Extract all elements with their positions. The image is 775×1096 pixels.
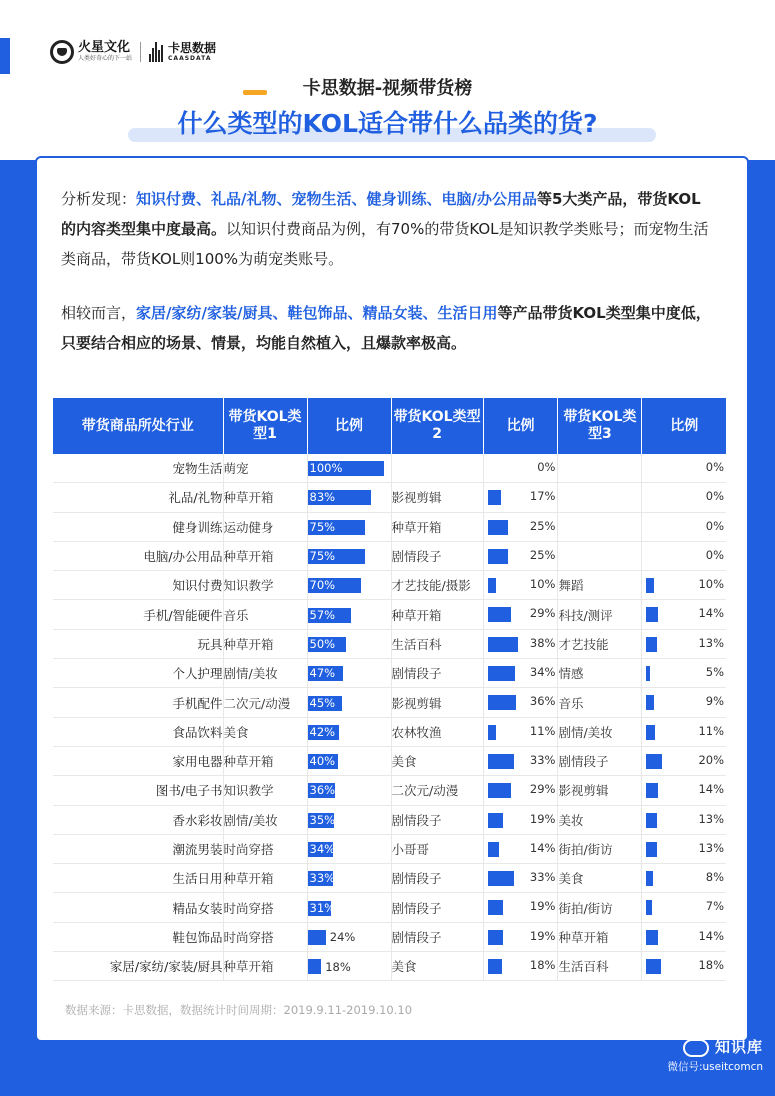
kol-type3-cell: 生活百科	[558, 952, 642, 981]
ratio1-bar: 75%	[308, 549, 365, 564]
wechat-icon	[683, 1039, 709, 1057]
industry-cell: 食品饮料	[53, 717, 223, 746]
ratio3-cell	[642, 483, 726, 512]
ratio3-cell	[642, 512, 726, 541]
para1-lead: 分析发现：	[61, 190, 137, 208]
ratio2-cell	[483, 600, 558, 629]
kol-type3-cell	[558, 454, 642, 483]
watermark	[667, 1036, 763, 1074]
table-row	[53, 776, 726, 805]
ratio1-cell	[307, 541, 391, 570]
table-body	[53, 454, 726, 981]
ratio2-bar	[488, 695, 517, 710]
industry-cell: 礼品/礼物	[53, 483, 223, 512]
table-row	[53, 922, 726, 951]
ratio2-label: 36%	[529, 694, 556, 709]
ratio1-label: 18%	[325, 959, 351, 974]
kol-type1-cell: 种草开箱	[223, 952, 307, 981]
kol-type1-cell: 运动健身	[223, 512, 307, 541]
ratio1-bar: 31%	[309, 900, 336, 915]
ratio3-cell	[642, 659, 726, 688]
para2-lead: 相较而言，	[61, 304, 137, 322]
ratio2-cell	[483, 776, 558, 805]
ratio2-label: 34%	[529, 665, 556, 680]
ratio1-bar: 57%	[308, 608, 351, 623]
kol-type1-cell: 剧情/美妆	[223, 659, 307, 688]
industry-cell: 玩具	[53, 629, 223, 658]
ratio3-cell	[642, 541, 726, 570]
table-row	[53, 893, 726, 922]
ratio2-cell	[483, 454, 558, 483]
ratio2-label: 18%	[529, 958, 556, 973]
kol-type2-cell: 剧情段子	[391, 864, 483, 893]
kol-type1-cell: 萌宠	[223, 454, 307, 483]
ratio2-bar	[488, 490, 502, 505]
mars-logo-icon	[50, 40, 74, 64]
ratio2-cell	[483, 688, 558, 717]
ratio3-bar	[646, 900, 652, 915]
ratio2-cell	[483, 483, 558, 512]
para1-highlight: 知识付费、礼品/礼物、宠物生活、健身训练、电脑/办公用品	[136, 190, 537, 208]
kol-type3-cell	[558, 483, 642, 512]
ratio1-cell	[307, 805, 391, 834]
kol-type2-cell: 二次元/动漫	[391, 776, 483, 805]
ratio1-cell	[307, 483, 391, 512]
ratio3-label: 18%	[698, 958, 724, 973]
industry-cell: 图书/电子书	[53, 776, 223, 805]
industry-cell: 手机配件	[53, 688, 223, 717]
para1-rest: 以知识付费商品为例，有70%的带货KOL是知识教学类账号；而宠物生活类商品，带货KOL则100%为萌宠类账号。	[61, 220, 709, 268]
table-header-row	[53, 398, 726, 454]
ratio2-cell	[483, 659, 558, 688]
ratio2-bar	[488, 549, 508, 564]
table-row	[53, 571, 726, 600]
kol-type2-cell: 生活百科	[391, 629, 483, 658]
ratio2-bar	[488, 578, 496, 593]
ratio3-label: 5%	[705, 665, 724, 680]
analysis-paragraph-1	[61, 184, 711, 274]
ratio2-bar	[488, 783, 511, 798]
ratio3-label: 11%	[698, 723, 724, 738]
ratio3-label: 0%	[705, 460, 724, 474]
ratio3-label: 0%	[705, 547, 724, 562]
ratio3-cell	[642, 717, 726, 746]
ratio1-bar: 40%	[308, 754, 338, 769]
industry-cell: 家用电器	[53, 746, 223, 775]
ratio3-label: 13%	[698, 840, 724, 855]
ratio3-cell	[642, 629, 726, 658]
ratio3-bar	[646, 871, 652, 886]
ratio2-label: 0%	[537, 460, 556, 474]
ratio1-bar: 75%	[308, 520, 365, 535]
ratio1-bar: 36%	[309, 783, 336, 798]
ratio3-cell	[642, 454, 726, 483]
ratio3-cell	[642, 746, 726, 775]
kol-type2-cell: 剧情段子	[391, 893, 483, 922]
kol-type3-cell	[558, 512, 642, 541]
table-row	[53, 688, 726, 717]
ratio2-cell	[483, 746, 558, 775]
table-row	[53, 454, 726, 483]
ratio1-cell	[307, 776, 391, 805]
ratio2-label: 33%	[529, 870, 556, 885]
industry-cell: 健身训练	[53, 512, 223, 541]
ratio3-bar	[646, 959, 660, 974]
left-accent-bar	[0, 38, 10, 74]
ratio1-cell	[307, 629, 391, 658]
header-ratio2: 比例	[483, 398, 558, 454]
industry-cell: 潮流男装	[53, 834, 223, 863]
page-subtitle: 卡思数据-视频带货榜	[302, 78, 473, 99]
kol-type2-cell: 小哥哥	[391, 834, 483, 863]
kol-type1-cell: 二次元/动漫	[223, 688, 307, 717]
ratio2-bar	[488, 607, 511, 622]
ratio1-bar: 42%	[308, 725, 340, 740]
ratio2-label: 14%	[529, 840, 556, 855]
ratio3-bar	[646, 695, 653, 710]
kol-type3-cell: 才艺技能	[558, 629, 642, 658]
ratio1-cell	[307, 922, 391, 951]
kol-type1-cell: 剧情/美妆	[223, 805, 307, 834]
kol-type3-cell: 街拍/街访	[558, 893, 642, 922]
ratio1-bar: 70%	[308, 578, 361, 593]
ratio3-label: 13%	[698, 811, 724, 826]
ratio2-label: 11%	[529, 723, 556, 738]
kol-type2-cell: 美食	[391, 952, 483, 981]
ratio1-bar: 47%	[308, 666, 344, 681]
ratio3-label: 8%	[705, 870, 724, 885]
ratio3-label: 14%	[698, 782, 724, 797]
ratio3-label: 0%	[705, 518, 724, 533]
content-card	[35, 156, 749, 1042]
industry-cell: 家居/家纺/家装/厨具	[53, 952, 223, 981]
ratio1-bar: 34%	[309, 842, 336, 856]
kol-type2-cell: 农林牧渔	[391, 717, 483, 746]
ratio1-bar	[308, 930, 326, 945]
table-row	[53, 746, 726, 775]
kol-type3-cell: 美妆	[558, 805, 642, 834]
table-row	[53, 541, 726, 570]
ratio3-label: 7%	[705, 899, 724, 914]
ratio2-cell	[483, 864, 558, 893]
industry-cell: 精品女装	[53, 893, 223, 922]
kol-type1-cell: 种草开箱	[223, 629, 307, 658]
ratio2-bar	[488, 930, 503, 945]
ratio2-bar	[488, 900, 503, 915]
header-industry: 带货商品所处行业	[53, 398, 223, 454]
ratio3-cell	[642, 776, 726, 805]
ratio2-label: 29%	[529, 782, 556, 797]
ratio1-cell	[307, 893, 391, 922]
table-row	[53, 512, 726, 541]
kol-type1-cell: 种草开箱	[223, 746, 307, 775]
logo2-name: 卡思数据	[168, 40, 217, 55]
ratio2-cell	[483, 805, 558, 834]
ratio2-cell	[483, 512, 558, 541]
ratio2-label: 19%	[529, 899, 556, 914]
kol-type2-cell	[391, 454, 483, 483]
ratio1-bar: 83%	[308, 490, 371, 505]
industry-cell: 个人护理	[53, 659, 223, 688]
ratio2-label: 19%	[529, 928, 556, 943]
ratio2-label: 38%	[529, 635, 556, 650]
ratio3-cell	[642, 893, 726, 922]
ratio2-cell	[483, 952, 558, 981]
kol-type3-cell: 音乐	[558, 688, 642, 717]
para1-bold: 等5大类产品，带货KOL的内容类型集中度最高。	[61, 190, 701, 238]
kol-table	[53, 398, 726, 981]
ratio2-label: 19%	[529, 811, 556, 826]
logo2-tagline: CAASDATA	[168, 54, 212, 62]
ratio2-bar	[488, 666, 515, 681]
ratio1-bar: 50%	[308, 637, 346, 652]
ratio2-cell	[483, 571, 558, 600]
para2-rest: ，只要结合相应的场景、情景，均能自然植入，且爆款率极高。	[61, 304, 711, 352]
header-type2: 带货KOL类型2	[391, 398, 483, 454]
header-type1: 带货KOL类型1	[223, 398, 307, 454]
ratio3-bar	[646, 578, 654, 593]
table-row	[53, 659, 726, 688]
ratio1-cell	[307, 864, 391, 893]
ratio3-cell	[642, 688, 726, 717]
ratio2-bar	[488, 754, 514, 769]
table-row	[53, 717, 726, 746]
header-ratio3: 比例	[642, 398, 726, 454]
ratio1-cell	[307, 571, 391, 600]
table-row	[53, 629, 726, 658]
kol-type3-cell	[558, 541, 642, 570]
industry-cell: 电脑/办公用品	[53, 541, 223, 570]
kol-type3-cell: 剧情段子	[558, 746, 642, 775]
kol-type3-cell: 美食	[558, 864, 642, 893]
ratio1-cell	[307, 512, 391, 541]
ratio1-bar: 45%	[308, 696, 342, 711]
ratio1-bar: 33%	[309, 871, 336, 886]
ratio2-bar	[488, 520, 508, 535]
page-title: 什么类型的KOL适合带什么品类的货?	[177, 109, 598, 138]
kol-type3-cell: 影视剪辑	[558, 776, 642, 805]
kol-type2-cell: 剧情段子	[391, 659, 483, 688]
kol-type3-cell: 舞蹈	[558, 571, 642, 600]
kol-type1-cell: 时尚穿搭	[223, 922, 307, 951]
ratio1-cell	[307, 834, 391, 863]
ratio3-label: 9%	[705, 694, 724, 709]
ratio3-bar	[646, 930, 657, 945]
kol-type1-cell: 种草开箱	[223, 483, 307, 512]
table-row	[53, 952, 726, 981]
ratio3-cell	[642, 864, 726, 893]
ratio2-cell	[483, 541, 558, 570]
ratio3-bar	[646, 813, 656, 828]
table-row	[53, 834, 726, 863]
ratio3-bar	[646, 607, 657, 622]
ratio2-label: 33%	[529, 752, 556, 767]
kol-type1-cell: 知识教学	[223, 776, 307, 805]
kol-type1-cell: 知识教学	[223, 571, 307, 600]
ratio1-cell	[307, 952, 391, 981]
kol-type2-cell: 美食	[391, 746, 483, 775]
table-row	[53, 805, 726, 834]
ratio3-label: 10%	[698, 577, 724, 592]
logo1-name: 火星文化	[78, 40, 131, 55]
kol-type2-cell: 剧情段子	[391, 541, 483, 570]
ratio2-bar	[488, 959, 502, 974]
analysis-paragraph-2	[61, 298, 711, 358]
data-source-note: 数据来源：卡思数据，数据统计时间周期：2019.9.11-2019.10.10	[65, 1003, 413, 1017]
ratio1-cell	[307, 717, 391, 746]
ratio2-label: 29%	[529, 606, 556, 621]
ratio3-cell	[642, 834, 726, 863]
ratio3-label: 14%	[698, 606, 724, 621]
kol-type1-cell: 时尚穿搭	[223, 893, 307, 922]
kol-type3-cell: 种草开箱	[558, 922, 642, 951]
industry-cell: 知识付费	[53, 571, 223, 600]
ratio3-cell	[642, 805, 726, 834]
ratio3-label: 13%	[698, 635, 724, 650]
ratio1-cell	[307, 688, 391, 717]
ratio2-label: 17%	[529, 489, 556, 504]
kol-type1-cell: 时尚穿搭	[223, 834, 307, 863]
ratio2-bar	[488, 725, 497, 740]
ratio3-bar	[646, 754, 662, 769]
ratio3-cell	[642, 952, 726, 981]
kol-type3-cell: 剧情/美妆	[558, 717, 642, 746]
industry-cell: 手机/智能硬件	[53, 600, 223, 629]
ratio1-bar: 100%	[308, 461, 384, 476]
ratio3-label: 0%	[705, 489, 724, 504]
ratio3-bar	[646, 842, 656, 857]
ratio2-label: 25%	[529, 547, 556, 562]
logo-divider	[140, 42, 141, 62]
kol-type2-cell: 种草开箱	[391, 512, 483, 541]
industry-cell: 鞋包饰品	[53, 922, 223, 951]
ratio2-bar	[488, 871, 514, 886]
kol-type1-cell: 种草开箱	[223, 541, 307, 570]
kol-type2-cell: 才艺技能/摄影	[391, 571, 483, 600]
ratio1-cell	[307, 600, 391, 629]
ratio2-bar	[488, 842, 499, 857]
header-logos	[50, 38, 216, 66]
kol-type1-cell: 种草开箱	[223, 864, 307, 893]
ratio2-bar	[488, 637, 518, 652]
ratio3-cell	[642, 571, 726, 600]
kol-type1-cell: 美食	[223, 717, 307, 746]
logo1-tagline: 人类好奇心的下一站	[78, 55, 133, 62]
industry-cell: 香水彩妆	[53, 805, 223, 834]
ratio2-cell	[483, 893, 558, 922]
kol-type3-cell: 街拍/街访	[558, 834, 642, 863]
kol-type2-cell: 种草开箱	[391, 600, 483, 629]
ratio1-label: 24%	[329, 930, 356, 945]
header-type3: 带货KOL类型3	[558, 398, 642, 454]
ratio3-label: 20%	[698, 752, 724, 767]
ratio2-cell	[483, 717, 558, 746]
ratio1-cell	[307, 746, 391, 775]
header-ratio1: 比例	[307, 398, 391, 454]
para2-bold: 等产品带货KOL类型集中度低	[497, 304, 696, 322]
watermark-name: 知识库	[714, 1038, 763, 1056]
kol-type2-cell: 剧情段子	[391, 922, 483, 951]
ratio3-bar	[646, 725, 655, 740]
para2-highlight: 家居/家纺/家装/厨具、鞋包饰品、精品女装、生活日用	[136, 304, 498, 322]
industry-cell: 宠物生活	[53, 454, 223, 483]
ratio1-bar: 35%	[309, 812, 336, 827]
ratio3-label: 14%	[698, 928, 724, 943]
kol-type3-cell: 情感	[558, 659, 642, 688]
ratio3-cell	[642, 600, 726, 629]
table-row	[53, 864, 726, 893]
kol-type2-cell: 影视剪辑	[391, 483, 483, 512]
ratio2-cell	[483, 834, 558, 863]
kol-type3-cell: 科技/测评	[558, 600, 642, 629]
ratio2-cell	[483, 629, 558, 658]
industry-cell: 生活日用	[53, 864, 223, 893]
table-row	[53, 600, 726, 629]
ratio2-label: 10%	[529, 577, 556, 592]
kol-type1-cell: 音乐	[223, 600, 307, 629]
table-row	[53, 483, 726, 512]
ratio3-bar	[646, 666, 650, 681]
kol-type2-cell: 剧情段子	[391, 805, 483, 834]
kol-type2-cell: 影视剪辑	[391, 688, 483, 717]
ratio1-cell	[307, 659, 391, 688]
caas-bars-icon	[149, 42, 164, 62]
ratio2-cell	[483, 922, 558, 951]
ratio1-bar	[308, 959, 322, 974]
ratio3-bar	[646, 783, 657, 798]
ratio2-label: 25%	[529, 518, 556, 533]
watermark-account: 微信号:useitcomcn	[667, 1061, 763, 1073]
ratio3-bar	[646, 637, 656, 652]
ratio2-bar	[488, 813, 503, 828]
ratio3-cell	[642, 922, 726, 951]
ratio1-cell	[307, 454, 391, 483]
